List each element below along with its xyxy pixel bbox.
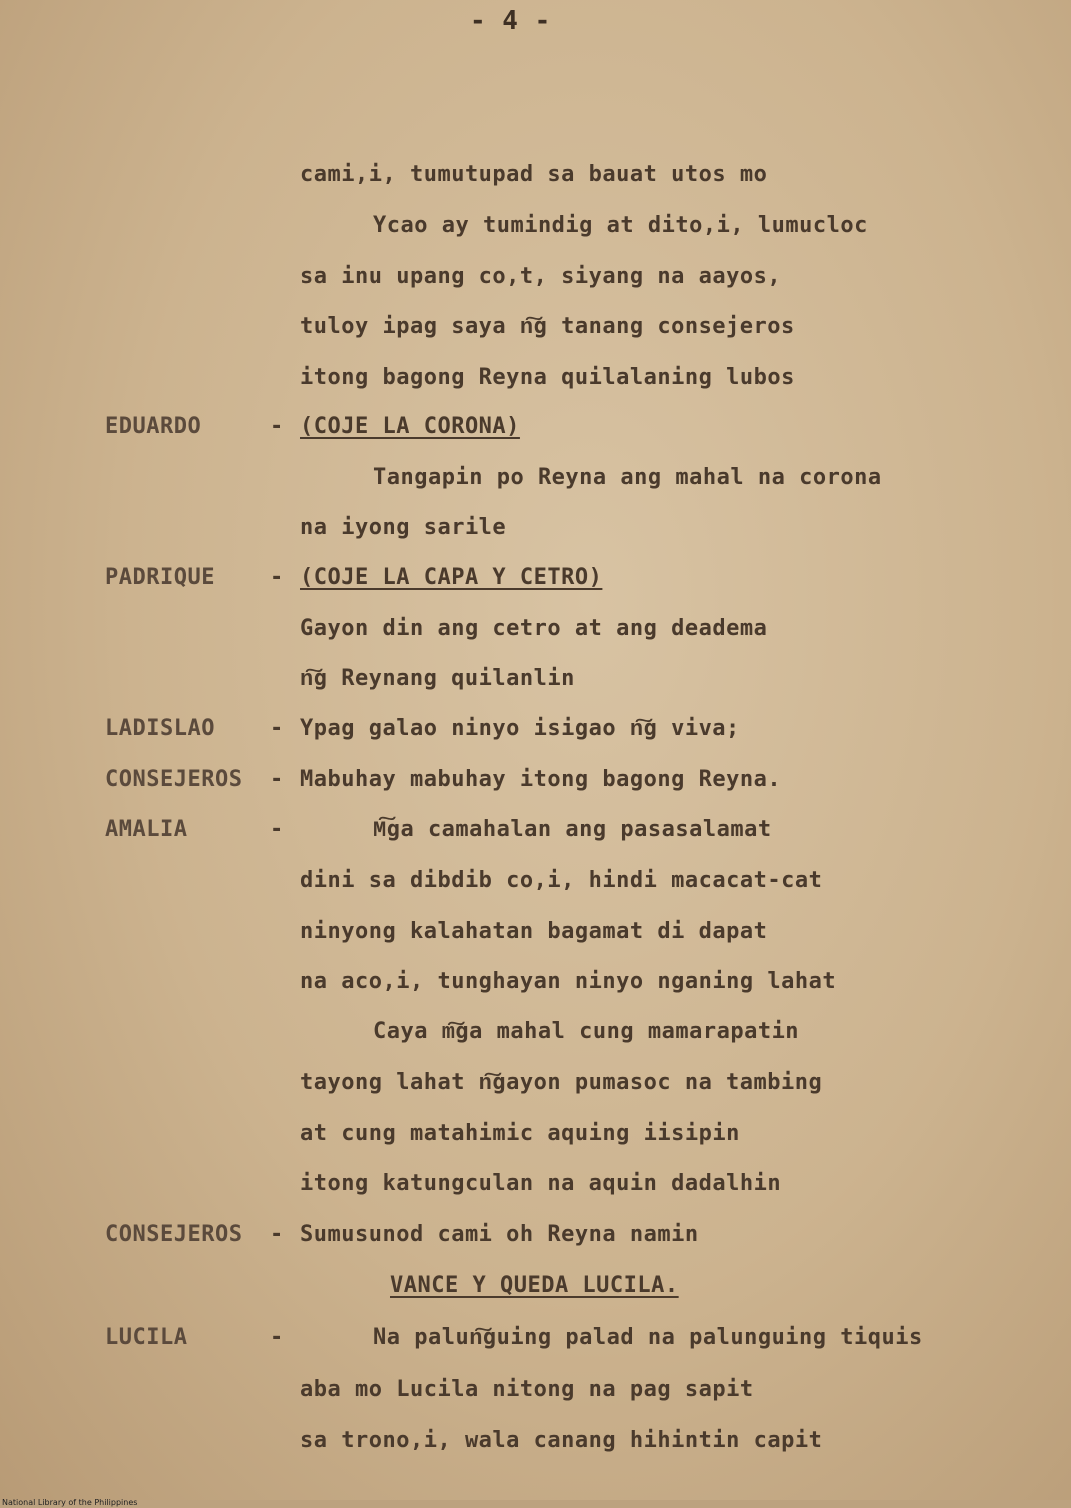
speaker-dash: -	[270, 1325, 284, 1350]
script-line: cami,i, tumutupad sa bauat utos mo	[300, 162, 768, 187]
script-line: itong bagong Reyna quilalaning lubos	[300, 365, 795, 390]
speaker-name: LADISLAO	[105, 716, 215, 741]
script-line: dini sa dibdib co,i, hindi macacat-cat	[300, 868, 823, 893]
script-line: M͠ga camahalan ang pasasalamat	[373, 817, 772, 842]
speaker-dash: -	[270, 767, 284, 792]
script-line: na iyong sarile	[300, 515, 507, 540]
speaker-dash: -	[270, 716, 284, 741]
speaker-name: LUCILA	[105, 1325, 188, 1350]
script-line: aba mo Lucila nitong na pag sapit	[300, 1377, 754, 1402]
speaker-name: EDUARDO	[105, 414, 202, 439]
script-line: Caya m͠ga mahal cung mamarapatin	[373, 1019, 800, 1044]
script-line: tayong lahat n͠gayon pumasoc na tambing	[300, 1070, 823, 1095]
script-line: itong katungculan na aquin dadalhin	[300, 1171, 782, 1196]
script-line: ninyong kalahatan bagamat di dapat	[300, 919, 768, 944]
speaker-dash: -	[270, 565, 284, 590]
speaker-dash: -	[270, 817, 284, 842]
script-line: sa trono,i, wala canang hihintin capit	[300, 1428, 823, 1453]
stage-direction: VANCE Y QUEDA LUCILA.	[390, 1273, 679, 1298]
script-line: tuloy ipag saya n͠g tanang consejeros	[300, 314, 795, 339]
script-line: n͠g Reynang quilanlin	[300, 666, 575, 691]
script-line: Mabuhay mabuhay itong bagong Reyna.	[300, 767, 782, 792]
library-footer-caption: National Library of the Philippines	[2, 1498, 138, 1507]
speaker-name: CONSEJEROS	[105, 767, 243, 792]
script-line: Sumusunod cami oh Reyna namin	[300, 1222, 699, 1247]
speaker-name: PADRIQUE	[105, 565, 215, 590]
script-line: at cung matahimic aquing iisipin	[300, 1121, 740, 1146]
script-line: Gayon din ang cetro at ang deadema	[300, 616, 768, 641]
speaker-dash: -	[270, 1222, 284, 1247]
script-line: Tangapin po Reyna ang mahal na corona	[373, 465, 882, 490]
stage-direction: (COJE LA CORONA)	[300, 414, 520, 439]
script-line: Na palun͠guing palad na palunguing tiquis	[373, 1325, 923, 1350]
speaker-dash: -	[270, 414, 284, 439]
stage-direction: (COJE LA CAPA Y CETRO)	[300, 565, 603, 590]
page-number: - 4 -	[470, 6, 551, 36]
speaker-name: CONSEJEROS	[105, 1222, 243, 1247]
script-line: Ypag galao ninyo isigao n͠g viva;	[300, 716, 740, 741]
script-line: sa inu upang co,t, siyang na aayos,	[300, 264, 782, 289]
speaker-name: AMALIA	[105, 817, 188, 842]
script-line: Ycao ay tumindig at dito,i, lumucloc	[373, 213, 868, 238]
script-line: na aco,i, tunghayan ninyo nganing lahat	[300, 969, 837, 994]
